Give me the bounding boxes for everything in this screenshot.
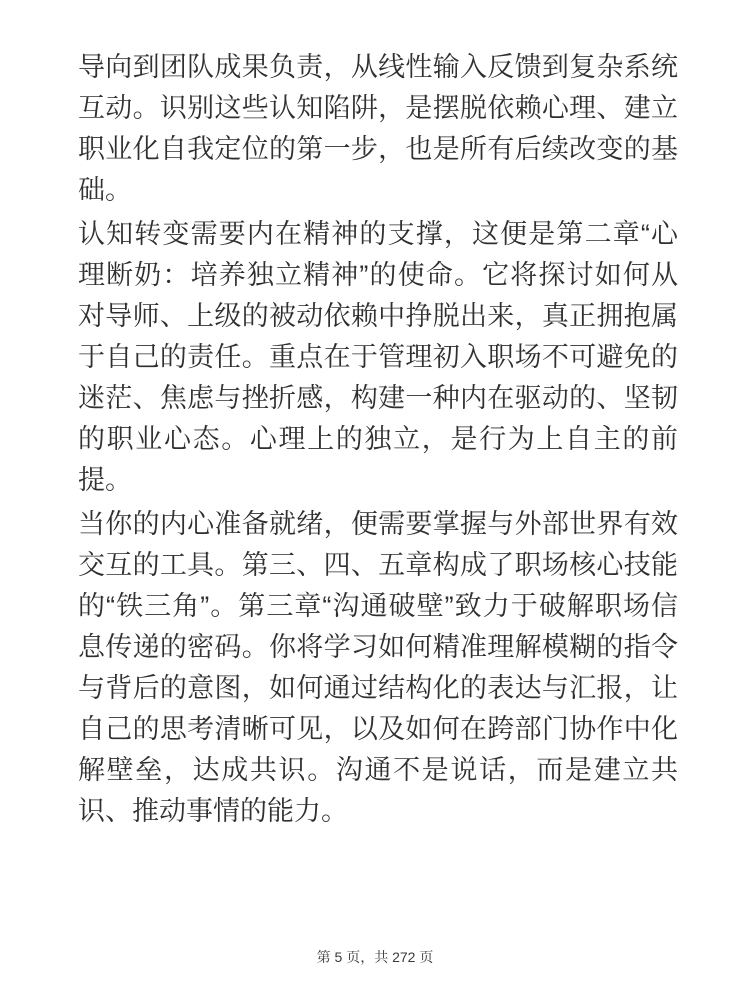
page-footer (0, 948, 750, 967)
paragraph-1: 导向到团队成果负责，从线性输入反馈到复杂系统互动。识别这些认知陷阱，是摆脱依赖心理、建立职业化自我定位的第一步，也是所有后续改变的基础。 (78, 52, 678, 205)
paragraph-2: 认知转变需要内在精神的支撑，这便是第二章“心理断奶：培养独立精神”的使命。它将探讨如何从对导师、上级的被动依赖中挣脱出来，真正拥抱属于自己的责任。重点在于管理初入职场不可避免的迷茫、焦虑与挫折感，构建一种内在驱动的、坚韧的职业心态。心理上的独立，是行为上自主的前提。 (78, 219, 678, 495)
paragraph-3: 当你的内心准备就绪，便需要掌握与外部世界有效交互的工具。第三、四、五章构成了职场核心技能的“铁三角”。第三章“沟通破壁”致力于破解职场信息传递的密码。你将学习如何精准理解模糊的指令与背后的意图，如何通过结构化的表达与汇报，让自己的思考清晰可见，以及如何在跨部门协作中化解壁垒，达成共识。沟通不是说话，而是建立共识、推动事情的能力。 (78, 509, 678, 826)
page-content (78, 47, 678, 835)
page-number-indicator: 第 5 页，共 272 页 (316, 949, 434, 965)
